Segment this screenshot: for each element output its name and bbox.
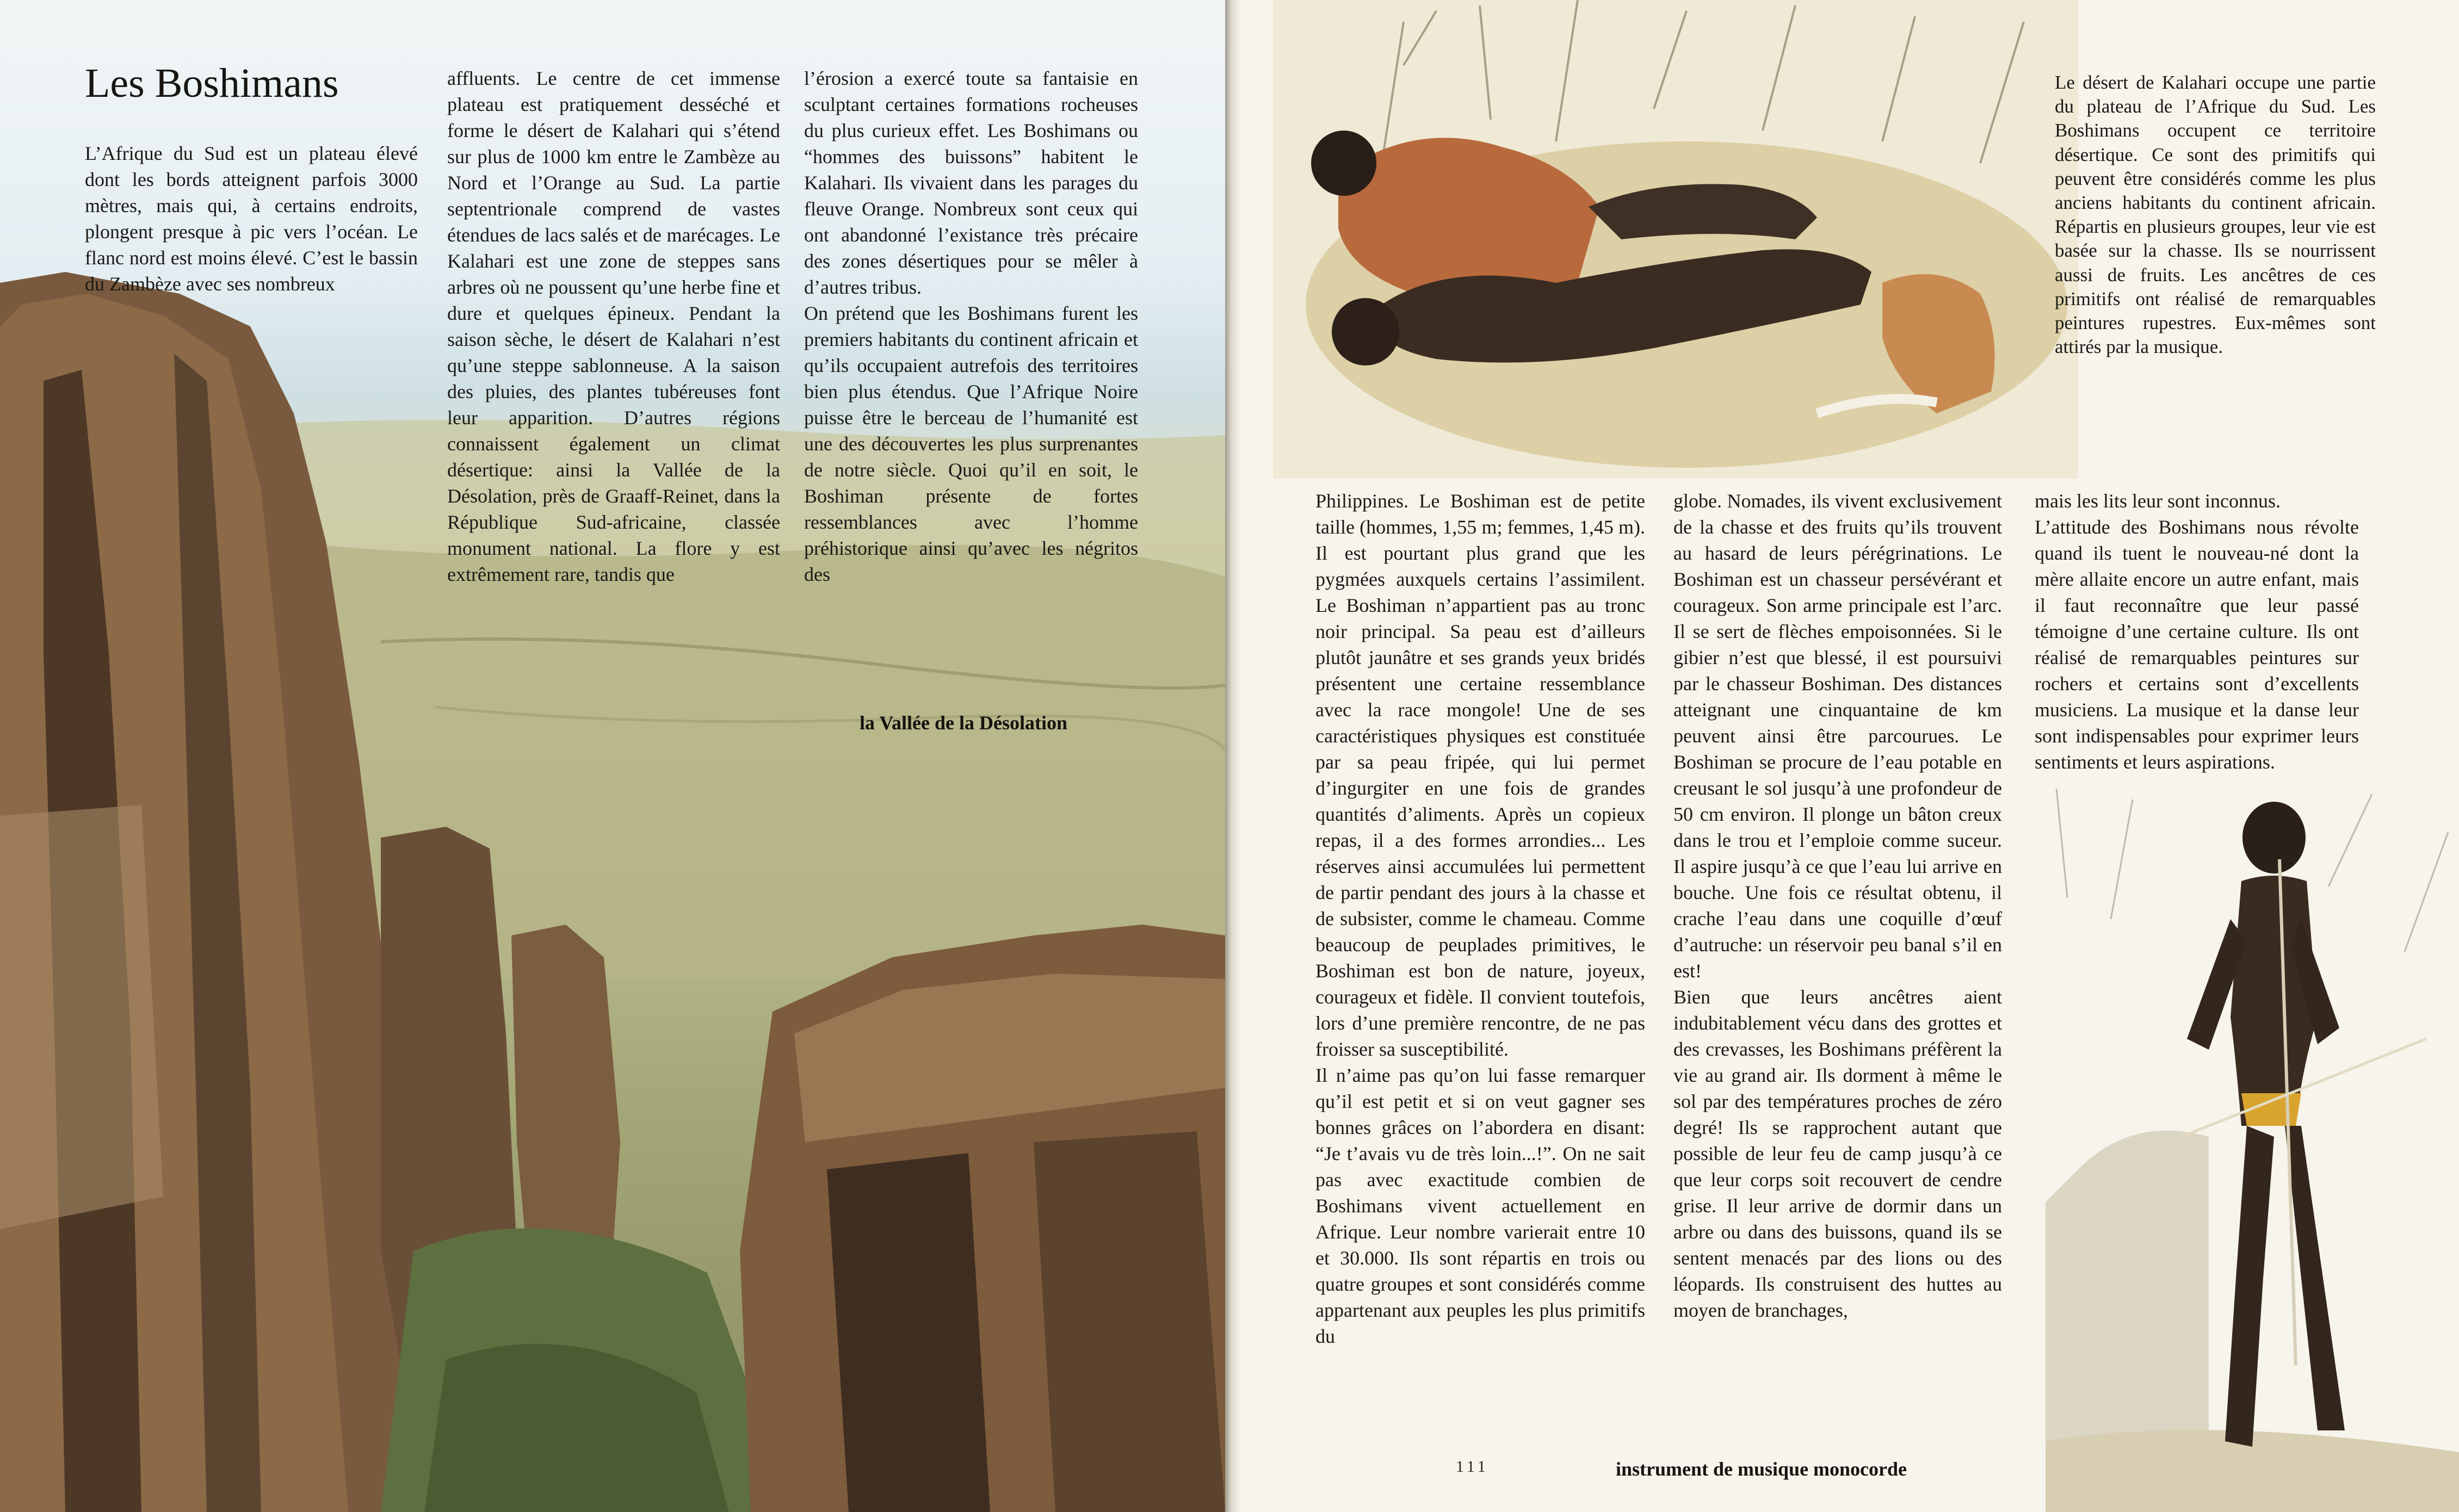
page-number: 111 [1456,1458,1489,1476]
page-gutter [1225,0,1240,1512]
resting-bushmen-illustration [1273,0,2078,479]
monochord-caption: instrument de musique monocorde [1616,1458,1907,1480]
left-page [0,0,1225,1512]
valley-caption: la Vallée de la Désolation [860,712,1068,734]
right-page [1240,0,2459,1512]
article-title: Les Boshimans [85,60,339,106]
right-column-1-text: Philippines. Le Boshiman est de petite taille (hommes, 1,55 m; femmes, 1,45 m). Il est pourtant plus grand que les pygmées auxquels certains l’assimilent. Le Boshiman n’appartient pas au tronc noir principal. Sa peau est d’ailleurs plutôt jaunâtre et ses grands yeux bridés présentent une certaine ressemblance avec la race mongole! Une de ses caractéristiques physiques est constituée par sa peau fripée, qui lui permet d’ingurgiter en une fois de grandes quantités d’aliments. Après un copieux repas, il a des formes arrondies... Les réserves ainsi accumulées lui permettent de partir pendant des jours à la chasse et de subsister, comme le chameau. Comme beaucoup de peuplades primitives, le Boshiman est bon de nature, joyeux, courageux et fidèle. Il convient toutefois, lors d’une première rencontre, de ne pas froisser sa susceptibilité. Il n’aime pas qu’on lui fasse remarquer qu’il est petit et si on veut gagner ses bonnes grâces on l’abordera en disant: “Je t’avais vu de très loin...!”. On ne sait pas avec exactitude combien de Boshimans vivent actuellement en Afrique. Leur nombre varierait entre 10 et 30.000. Ils sont répartis en trois ou quatre groupes et sont considérés comme appartenant aux peuples les plus primitifs du [1315,490,1645,1347]
left-column-3-text: l’érosion a exercé toute sa fantaisie en sculptant certaines formations rocheuses du plus curieux effet. Les Boshimans ou “hommes des buissons” habitent le Kalahari. Ils vivaient dans les parages du fleuve Orange. Nombreux sont ceux qui ont abandonné l’existance très précaire des zones désertiques pour se mêler à d’autres tribus. On prétend que les Boshimans furent les premiers habitants du continent africain et qu’ils occupaient autrefois des territoires bien plus étendus. Que l’Afrique Noire puisse être le berceau de l’humanité est une des découvertes les plus surprenantes de notre siècle. Quoi qu’il en soit, le Boshiman présente de fortes ressemblances avec l’homme préhistorique ainsi qu’avec les négritos des [804,67,1138,585]
left-column-1-text: L’Afrique du Sud est un plateau élevé dont les bords atteignent parfois 3000 mètres, mais qui, à certains endroits, plongent presque à pic vers l’océan. Le flanc nord est moins élevé. C’est le bassin du Zambèze avec ses nombreux [85,142,418,295]
intro-text: Le désert de Kalahari occupe une partie du plateau de l’Afrique du Sud. Les Boshimans occupent ce territoire désertique. Ce sont des primitifs qui peuvent être considérés comme les plus anciens habitants du continent africain. Répartis en plusieurs groupes, leur vie est basée sur la chasse. Ils se nourrissent aussi de fruits. Les ancêtres de ces primitifs ont réalisé de remarquables peintures rupestres. Eux-mêmes sont attirés par la musique. [2055,72,2376,358]
monochord-musician-illustration [2046,789,2459,1512]
right-column-3-text: mais les lits leur sont inconnus. L’attitude des Boshimans nous révolte quand ils tuent le nouveau-né dont la mère allaite encore un autre enfant, mais il faut reconnaître que leur passé témoigne d’une certaine culture. Ils ont réalisé de remarquables peintures sur rochers et certains sont d’excellents musiciens. La musique et la danse leur sont indispensables pour exprimer leurs sentiments et leurs aspirations. [2035,490,2359,773]
right-column-2-text: globe. Nomades, ils vivent exclusivement de la chasse et des fruits qu’ils trouvent au hasard de leurs pérégrinations. Le Boshiman est un chasseur persévérant et courageux. Son arme principale est l’arc. Il se sert de flèches empoisonnées. Si le gibier n’est que blessé, il est poursuivi par le chasseur Boshiman. Des distances atteignant une cinquantaine de km peuvent ainsi être parcourues. Le Boshiman se procure de l’eau potable en creusant le sol jusqu’à une profondeur de 50 cm environ. Il plonge un bâton creux dans le trou et l’emploie comme suceur. Il aspire jusqu’à ce que l’eau lui arrive en bouche. Une fois ce résultat obtenu, il crache l’eau dans une coquille d’œuf d’autruche: un réservoir peu banal s’il en est! Bien que leurs ancêtres aient indubitablement vécu dans des grottes et des crevasses, les Boshimans préfèrent la vie au grand air. Ils dorment à même le sol par des températures proches de zéro degré! Ils se rapprochent autant que possible de leur feu de camp jusqu’à ce que leur corps soit recouvert de cendre grise. Il leur arrive de dormir dans un arbre ou dans des buissons, quand ils se sentent menacés par des lions ou des léopards. Ils construisent des huttes au moyen de branchages, [1673,490,2002,1321]
left-column-2-text: affluents. Le centre de cet immense plateau est pratiquement desséché et forme le désert de Kalahari qui s’étend sur plus de 1000 km entre le Zambèze au Nord et l’Orange au Sud. La partie septentrionale comprend de vastes étendues de lacs salés et de marécages. Le Kalahari est une zone de steppes sans arbres où ne poussent qu’une herbe fine et dure et quelques épineux. Pendant la saison sèche, le désert de Kalahari n’est qu’une steppe sablonneuse. A la saison des pluies, des plantes tubéreuses font leur apparition. D’autres régions connaissent également un climat désertique: ainsi la Vallée de la Désolation, près de Graaff-Reinet, dans la République Sud-africaine, classée monument national. La flore y est extrêmement rare, tandis que [447,67,780,585]
